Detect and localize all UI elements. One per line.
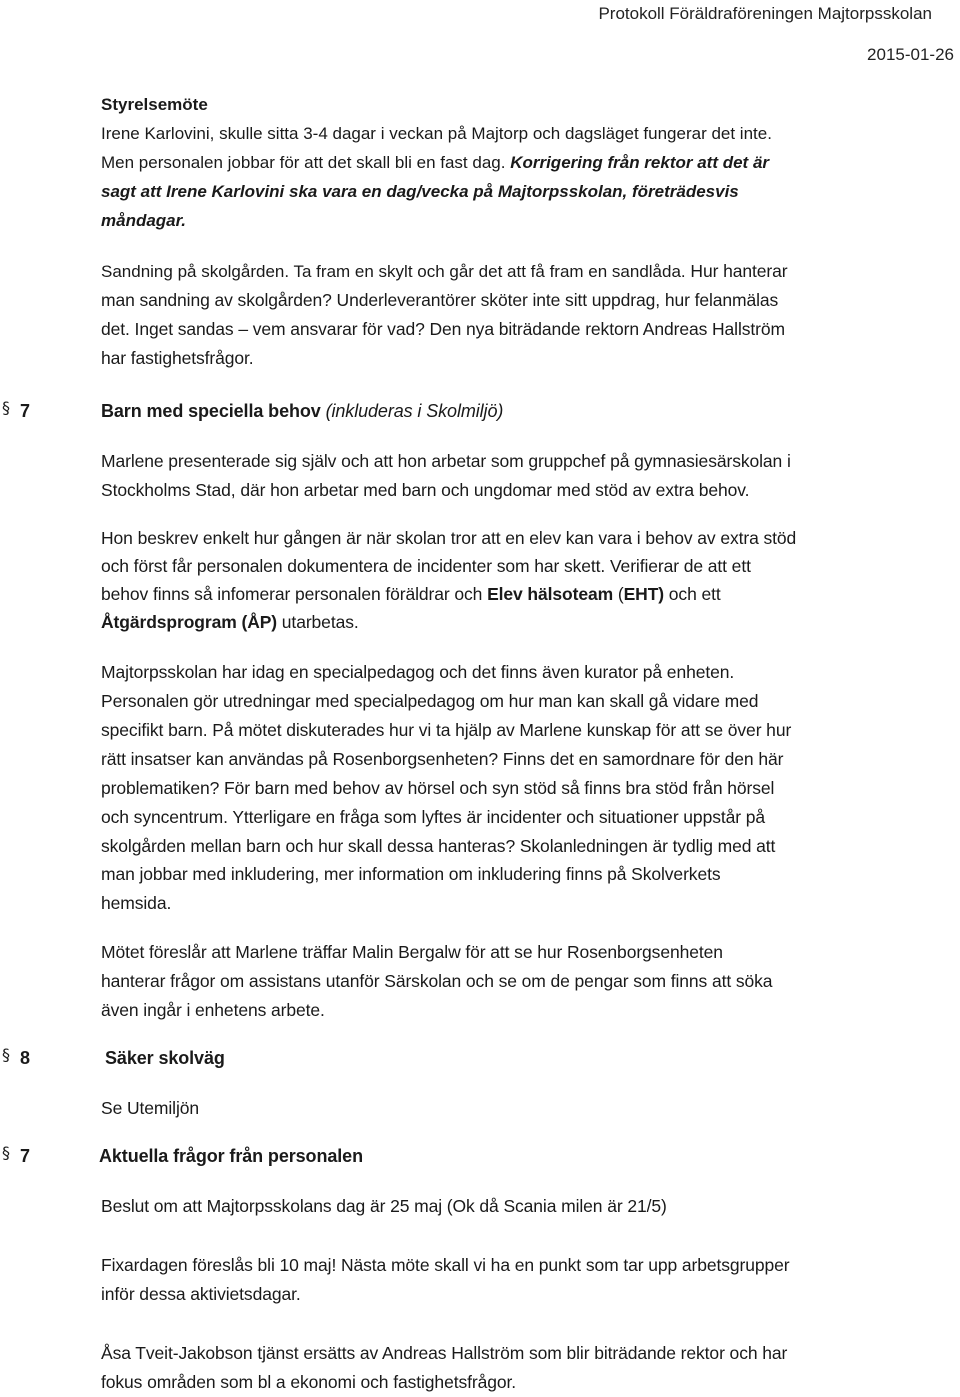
sec7b-p2-line-1: Fixardagen föreslås bli 10 maj! Nästa möte skall vi ha en punkt som tar upp arbetsgrupper bbox=[101, 1255, 790, 1275]
sec7-p4-line-3: även ingår i enhetens arbete. bbox=[101, 1000, 325, 1020]
sec7-p3-line-4: rätt insatser kan användas på Rosenborgsenheten? Finns det en samordnare för den här bbox=[101, 749, 784, 769]
sandning-line-1b: Hur hanterar bbox=[685, 261, 788, 281]
sec7-p2-paren: ( bbox=[613, 584, 624, 604]
correction-note-line-3: måndagar. bbox=[101, 211, 187, 230]
elev-halsoteam: Elev hälsoteam bbox=[487, 584, 614, 604]
sec7-p3-line-6: och syncentrum. Ytterligare en fråga som lyftes är incidenter och situationer uppstår på bbox=[101, 807, 766, 827]
sec7-p2-line-3 bbox=[101, 580, 721, 609]
sec8-body: Se Utemiljön bbox=[101, 1098, 200, 1118]
sec7b-p2-line-2: inför dessa aktivietsdagar. bbox=[101, 1284, 301, 1304]
correction-note-start: Korrigering från rektor att det är bbox=[510, 153, 770, 172]
sandning-line-1 bbox=[101, 257, 787, 286]
sec7-p3-line-1: Majtorpsskolan har idag en specialpedagog och det finns även kurator på enheten. bbox=[101, 662, 735, 682]
sec7b-p3-line-1: Åsa Tveit-Jakobson tjänst ersätts av Andreas Hallström som blir biträdande rektor och har bbox=[101, 1343, 788, 1363]
sec7-p3-line-8: man jobbar med inkludering, mer information om inkludering finns på Skolverkets bbox=[101, 864, 721, 884]
document-header-title: Protokoll Föräldraföreningen Majtorpsskolan bbox=[598, 4, 932, 23]
section-8-title: Säker skolväg bbox=[105, 1048, 225, 1068]
sec7-p2-line-4 bbox=[101, 608, 359, 637]
section-7b-number: 7 bbox=[20, 1146, 30, 1166]
sec7-p3-line-9: hemsida. bbox=[101, 893, 172, 913]
section-mark: § bbox=[2, 1045, 10, 1064]
styrelsemote-line-1: Irene Karlovini, skulle sitta 3-4 dagar i veckan på Majtorp och dagsläget fungerar det inte. bbox=[101, 124, 772, 143]
styrelsemote-heading: Styrelsemöte bbox=[101, 95, 208, 114]
sec7-p3-line-3: specifikt barn. På mötet diskuterades hur vi ta hjälp av Marlene kunskap för att se över hur bbox=[101, 720, 792, 740]
sandning-line-4: har fastighetsfrågor. bbox=[101, 348, 254, 368]
eht-abbrev: EHT) bbox=[623, 584, 665, 604]
section-7-title-note: (inkluderas i Skolmiljö) bbox=[325, 401, 504, 421]
sec7-p4-line-1: Mötet föreslår att Marlene träffar Malin Bergalw för att se hur Rosenborgsenheten bbox=[101, 942, 723, 962]
sec7-p4-line-2: hanterar frågor om assistans utanför Särskolan och se om de pengar som finns att söka bbox=[101, 971, 773, 991]
sec7-p3-line-2: Personalen gör utredningar med specialpedagog om hur man kan skall gå vidare med bbox=[101, 691, 759, 711]
sec7b-p3-line-2: fokus områden som bl a ekonomi och fastighetsfrågor. bbox=[101, 1372, 517, 1392]
sec7-p2-line-3e: och ett bbox=[664, 584, 721, 604]
sec7-p2-line-2: och först får personalen dokumentera de incidenter som har skett. Verifierar de att ett bbox=[101, 556, 751, 576]
atgardsprogram: Åtgärdsprogram (ÅP) bbox=[101, 612, 278, 632]
sandning-line-2: man sandning av skolgården? Underleverantörer sköter inte sitt uppdrag, hur felanmälas bbox=[101, 290, 779, 310]
sec7b-p1: Beslut om att Majtorpsskolans dag är 25 maj (Ok då Scania milen är 21/5) bbox=[101, 1196, 667, 1216]
styrelsemote-line-2 bbox=[101, 148, 769, 177]
sandning-line-3: det. Inget sandas – vem ansvarar för vad? Den nya biträdande rektorn Andreas Hallström bbox=[101, 319, 786, 339]
sec7-p1-line-1: Marlene presenterade sig själv och att hon arbetar som gruppchef på gymnasiesärskolan i bbox=[101, 451, 791, 471]
section-mark: § bbox=[2, 398, 10, 417]
section-8-number: 8 bbox=[20, 1048, 30, 1068]
styrelsemote-line-2-text: Men personalen jobbar för att det skall bli en fast dag. bbox=[101, 153, 511, 172]
sec7-p2-line-4b: utarbetas. bbox=[277, 612, 359, 632]
correction-note-line-2: sagt att Irene Karlovini ska vara en dag/vecka på Majtorpsskolan, företrädesvis bbox=[101, 182, 739, 201]
document-date: 2015-01-26 bbox=[867, 45, 954, 64]
sec7-p2-line-1: Hon beskrev enkelt hur gången är när skolan tror att en elev kan vara i behov av extra stöd bbox=[101, 528, 797, 548]
sandning-line-1a: Sandning på skolgården. Ta fram en skylt och går det att få fram en sandlåda. bbox=[101, 262, 686, 281]
section-7-number: 7 bbox=[20, 401, 30, 421]
section-7-title-text: Barn med speciella behov bbox=[101, 401, 321, 421]
section-mark: § bbox=[2, 1143, 10, 1162]
section-7b-title: Aktuella frågor från personalen bbox=[99, 1146, 363, 1166]
section-7-title bbox=[101, 397, 503, 426]
sec7-p1-line-2: Stockholms Stad, där hon arbetar med barn och ungdomar med stöd av extra behov. bbox=[101, 480, 750, 500]
sec7-p3-line-5: problematiken? För barn med behov av hörsel och syn stöd så finns bra stöd från hörsel bbox=[101, 778, 775, 798]
sec7-p2-line-3a: behov finns så infomerar personalen föräldrar och bbox=[101, 584, 488, 604]
sec7-p3-line-7: skolgården mellan barn och hur skall dessa hanteras? Skolanledningen är tydlig med att bbox=[101, 836, 776, 856]
